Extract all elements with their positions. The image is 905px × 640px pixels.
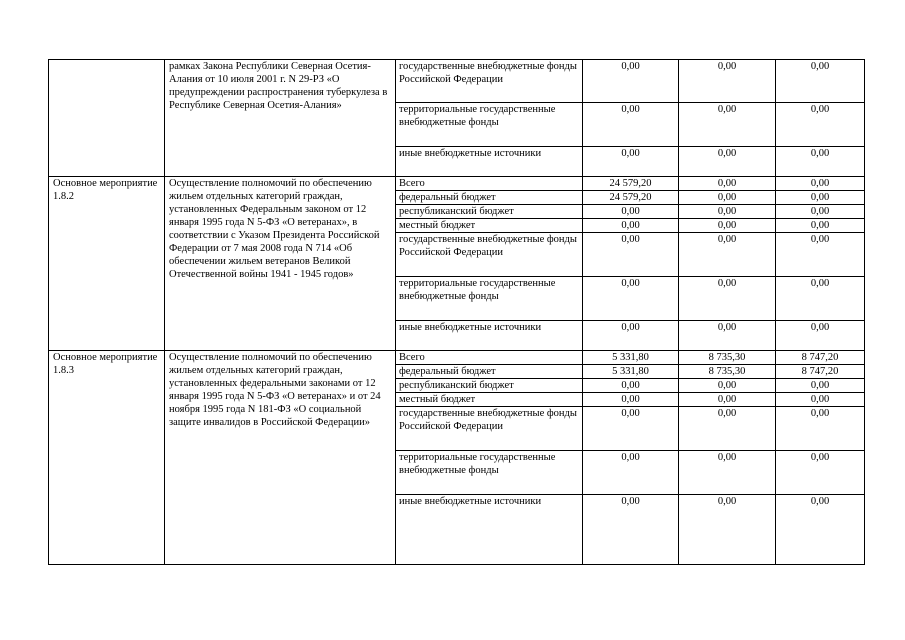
value-cell: 0,00 xyxy=(583,321,679,351)
value-cell: 0,00 xyxy=(583,60,679,103)
value-cell: 0,00 xyxy=(679,277,776,321)
value-cell: 0,00 xyxy=(776,321,865,351)
value-cell: 0,00 xyxy=(776,233,865,277)
funding-source-cell: государственные внебюджетные фонды Российской Федерации xyxy=(396,407,583,451)
funding-source-cell: местный бюджет xyxy=(396,393,583,407)
activity-cell xyxy=(49,60,165,177)
value-cell: 0,00 xyxy=(679,191,776,205)
value-cell: 0,00 xyxy=(583,393,679,407)
table-row xyxy=(49,177,865,191)
activity-cell: Основное мероприятие 1.8.3 xyxy=(49,351,165,565)
value-cell: 0,00 xyxy=(776,191,865,205)
value-cell: 0,00 xyxy=(679,60,776,103)
funding-source-cell: республиканский бюджет xyxy=(396,205,583,219)
value-cell: 0,00 xyxy=(776,177,865,191)
funding-source-cell: местный бюджет xyxy=(396,219,583,233)
value-cell: 0,00 xyxy=(679,233,776,277)
funding-source-cell: федеральный бюджет xyxy=(396,365,583,379)
table-row xyxy=(49,60,865,103)
value-cell: 0,00 xyxy=(679,147,776,177)
value-cell: 0,00 xyxy=(583,277,679,321)
value-cell: 0,00 xyxy=(776,379,865,393)
funding-source-cell: Всего xyxy=(396,177,583,191)
value-cell: 0,00 xyxy=(679,321,776,351)
value-cell: 24 579,20 xyxy=(583,191,679,205)
funding-source-cell: иные внебюджетные источники xyxy=(396,147,583,177)
value-cell: 8 747,20 xyxy=(776,365,865,379)
value-cell: 0,00 xyxy=(679,495,776,565)
value-cell: 0,00 xyxy=(776,393,865,407)
funding-table xyxy=(48,59,865,565)
value-cell: 8 735,30 xyxy=(679,351,776,365)
activity-cell: Основное мероприятие 1.8.2 xyxy=(49,177,165,351)
value-cell: 0,00 xyxy=(776,147,865,177)
value-cell: 0,00 xyxy=(583,495,679,565)
value-cell: 0,00 xyxy=(679,451,776,495)
value-cell: 0,00 xyxy=(776,219,865,233)
value-cell: 0,00 xyxy=(583,379,679,393)
value-cell: 5 331,80 xyxy=(583,351,679,365)
funding-source-cell: государственные внебюджетные фонды Российской Федерации xyxy=(396,233,583,277)
value-cell: 0,00 xyxy=(679,219,776,233)
value-cell: 0,00 xyxy=(679,393,776,407)
funding-source-cell: государственные внебюджетные фонды Российской Федерации xyxy=(396,60,583,103)
value-cell: 24 579,20 xyxy=(583,177,679,191)
funding-source-cell: Всего xyxy=(396,351,583,365)
value-cell: 0,00 xyxy=(679,379,776,393)
funding-source-cell: территориальные государственные внебюджетные фонды xyxy=(396,451,583,495)
funding-source-cell: иные внебюджетные источники xyxy=(396,495,583,565)
funding-source-cell: федеральный бюджет xyxy=(396,191,583,205)
funding-source-cell: территориальные государственные внебюджетные фонды xyxy=(396,103,583,147)
value-cell: 0,00 xyxy=(583,205,679,219)
value-cell: 0,00 xyxy=(679,177,776,191)
value-cell: 5 331,80 xyxy=(583,365,679,379)
value-cell: 0,00 xyxy=(776,407,865,451)
value-cell: 0,00 xyxy=(776,205,865,219)
value-cell: 0,00 xyxy=(583,233,679,277)
value-cell: 0,00 xyxy=(776,495,865,565)
value-cell: 8 747,20 xyxy=(776,351,865,365)
description-cell: Осуществление полномочий по обеспечению жильем отдельных категорий граждан, установленных Федеральным законом от 12 января 1995 года N 5-ФЗ «О ветеранах», в соответствии с Указом Президента Российской Федерации от 7 мая 2008 года N 714 «Об обеспечении жильем ветеранов Великой Отечественной войны 1941 - 1945 годов» xyxy=(165,177,396,351)
value-cell: 0,00 xyxy=(776,103,865,147)
value-cell: 0,00 xyxy=(583,451,679,495)
value-cell: 0,00 xyxy=(776,277,865,321)
description-cell: рамках Закона Республики Северная Осетия-Алания от 10 июля 2001 г. N 29-РЗ «О предупреждении распространения туберкулеза в Республике Северная Осетия-Алания» xyxy=(165,60,396,177)
value-cell: 0,00 xyxy=(679,407,776,451)
value-cell: 0,00 xyxy=(776,60,865,103)
description-cell: Осуществление полномочий по обеспечению жильем отдельных категорий граждан, установленных федеральными законами от 12 января 1995 года N 5-ФЗ «О ветеранах» и от 24 ноября 1995 года N 181-ФЗ «О социальной защите инвалидов в Российской Федерации» xyxy=(165,351,396,565)
table-row xyxy=(49,351,865,365)
funding-source-cell: иные внебюджетные источники xyxy=(396,321,583,351)
value-cell: 0,00 xyxy=(679,205,776,219)
value-cell: 0,00 xyxy=(583,407,679,451)
funding-source-cell: территориальные государственные внебюджетные фонды xyxy=(396,277,583,321)
value-cell: 8 735,30 xyxy=(679,365,776,379)
value-cell: 0,00 xyxy=(583,103,679,147)
value-cell: 0,00 xyxy=(583,219,679,233)
value-cell: 0,00 xyxy=(776,451,865,495)
value-cell: 0,00 xyxy=(583,147,679,177)
value-cell: 0,00 xyxy=(679,103,776,147)
funding-source-cell: республиканский бюджет xyxy=(396,379,583,393)
